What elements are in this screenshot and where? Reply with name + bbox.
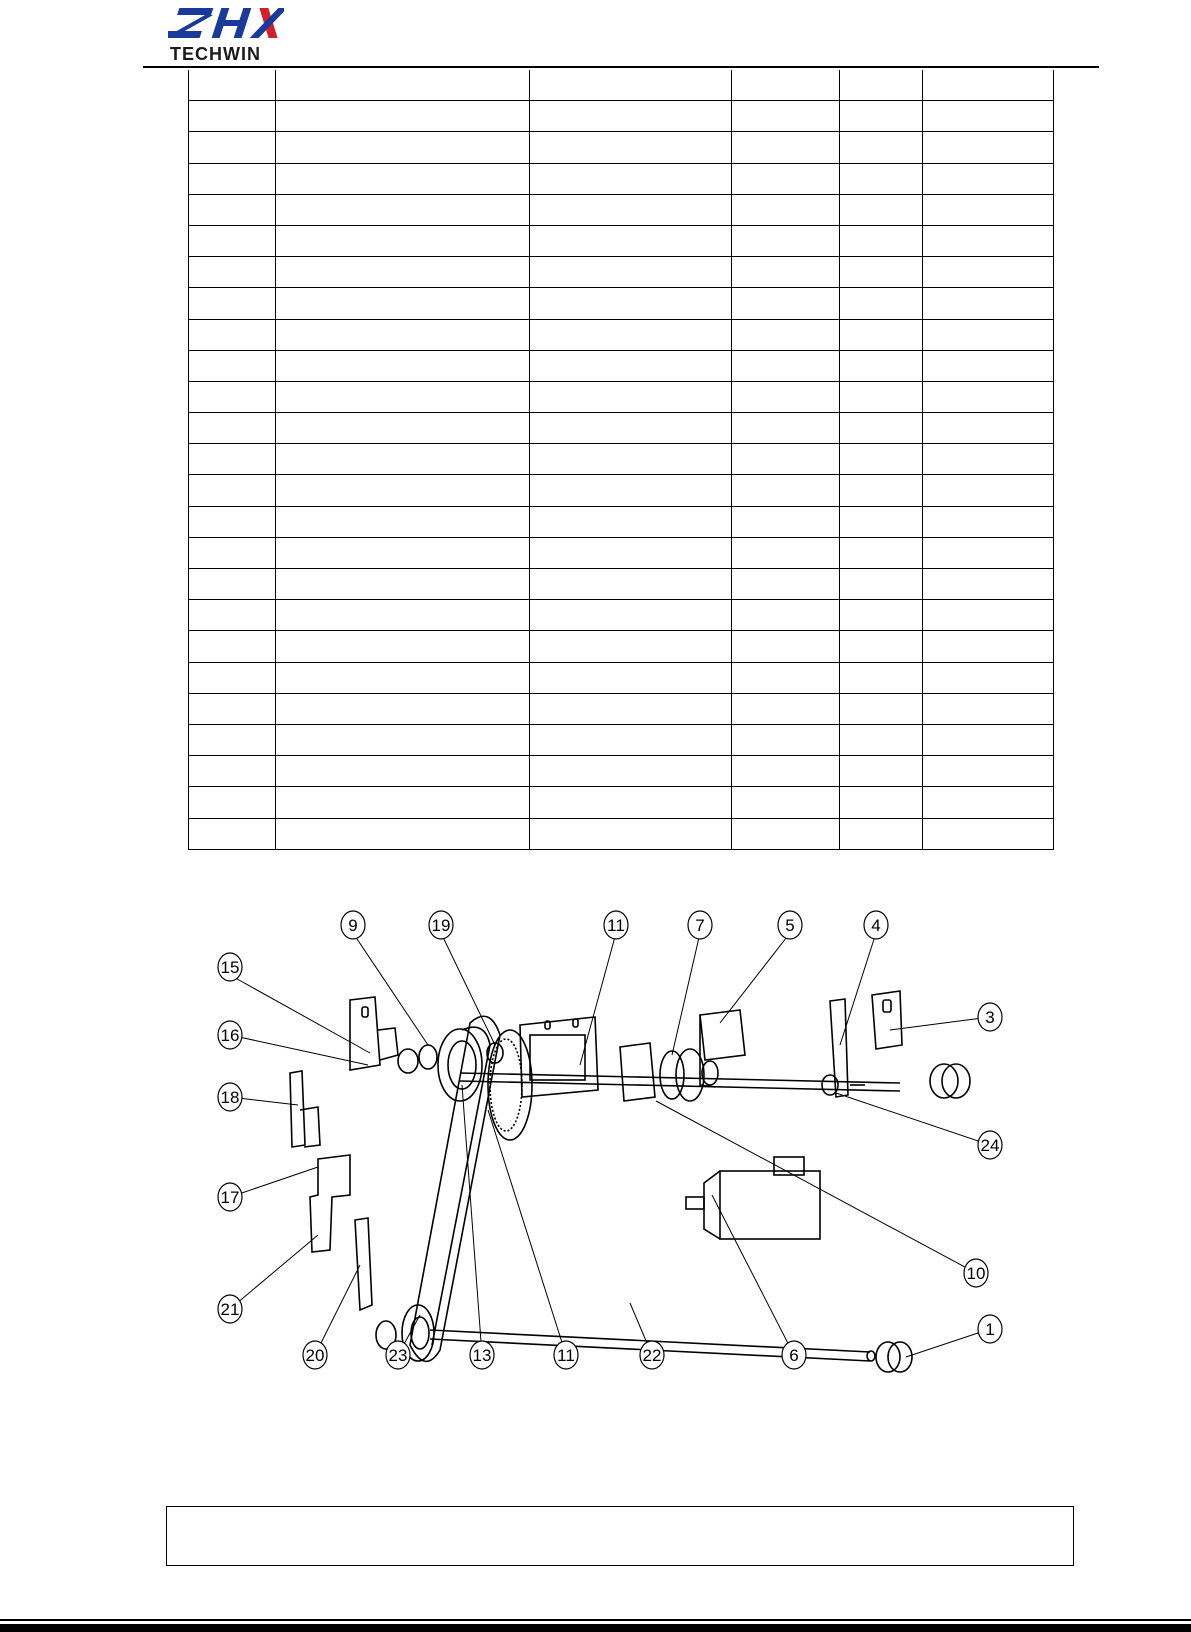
- callout-11: [604, 911, 628, 939]
- table-row: [189, 163, 1054, 194]
- table-cell: [189, 194, 276, 225]
- callout-17: [218, 1183, 242, 1211]
- table-cell: [189, 381, 276, 412]
- table-cell: [840, 724, 923, 755]
- table-row: [189, 70, 1054, 101]
- table-cell: [923, 381, 1054, 412]
- svg-text:1: 1: [985, 1320, 995, 1339]
- callout-19: [429, 911, 453, 939]
- table-cell: [189, 101, 276, 132]
- table-cell: [189, 288, 276, 319]
- svg-text:19: 19: [431, 916, 451, 935]
- zhx-logo-mark: [168, 6, 284, 40]
- table-cell: [732, 101, 840, 132]
- table-row: [189, 381, 1054, 412]
- table-cell: [276, 194, 530, 225]
- table-cell: [530, 319, 732, 350]
- table-row: [189, 319, 1054, 350]
- callout-13: [470, 1341, 494, 1369]
- table-cell: [276, 319, 530, 350]
- exploded-assembly-diagram: [200, 905, 1080, 1445]
- table-cell: [276, 444, 530, 475]
- svg-text:23: 23: [388, 1346, 408, 1365]
- svg-text:9: 9: [348, 916, 358, 935]
- table-row: [189, 413, 1054, 444]
- table-cell: [732, 537, 840, 568]
- callout-5: [778, 911, 802, 939]
- table-cell: [530, 381, 732, 412]
- table-cell: [840, 506, 923, 537]
- table-cell: [530, 288, 732, 319]
- table-cell: [923, 225, 1054, 256]
- table-cell: [530, 225, 732, 256]
- table-cell: [276, 631, 530, 662]
- table-cell: [840, 818, 923, 849]
- parts-list-table: [188, 70, 1054, 850]
- svg-text:11: 11: [607, 916, 625, 935]
- logo-subtext: TECHWIN: [170, 44, 261, 64]
- svg-text:22: 22: [642, 1346, 662, 1365]
- table-cell: [530, 132, 732, 163]
- table-row: [189, 444, 1054, 475]
- table-cell: [840, 132, 923, 163]
- table-cell: [840, 70, 923, 101]
- table-cell: [276, 787, 530, 818]
- table-cell: [530, 506, 732, 537]
- footer-rule: [0, 1624, 1191, 1632]
- table-cell: [840, 350, 923, 381]
- table-cell: [732, 662, 840, 693]
- table-cell: [732, 413, 840, 444]
- company-logo: [168, 6, 286, 62]
- table-cell: [732, 257, 840, 288]
- svg-text:11: 11: [557, 1346, 575, 1365]
- table-cell: [189, 413, 276, 444]
- table-cell: [530, 818, 732, 849]
- callout-16: [218, 1021, 242, 1049]
- table-cell: [189, 319, 276, 350]
- table-cell: [923, 70, 1054, 101]
- table-cell: [923, 350, 1054, 381]
- table-cell: [732, 225, 840, 256]
- table-cell: [732, 475, 840, 506]
- svg-text:7: 7: [695, 916, 705, 935]
- callout-4: [864, 911, 888, 939]
- table-cell: [840, 662, 923, 693]
- table-cell: [276, 537, 530, 568]
- table-cell: [276, 163, 530, 194]
- table-cell: [189, 506, 276, 537]
- table-cell: [530, 693, 732, 724]
- table-cell: [923, 288, 1054, 319]
- svg-text:10: 10: [966, 1264, 986, 1283]
- table-cell: [276, 132, 530, 163]
- table-cell: [189, 693, 276, 724]
- svg-text:16: 16: [220, 1026, 240, 1045]
- table-cell: [732, 288, 840, 319]
- table-cell: [276, 350, 530, 381]
- svg-text:15: 15: [220, 958, 240, 977]
- table-cell: [276, 70, 530, 101]
- table-cell: [923, 631, 1054, 662]
- table-cell: [530, 662, 732, 693]
- table-cell: [189, 818, 276, 849]
- table-row: [189, 288, 1054, 319]
- table-cell: [923, 506, 1054, 537]
- table-cell: [840, 163, 923, 194]
- table-cell: [189, 475, 276, 506]
- table-cell: [732, 569, 840, 600]
- table-row: [189, 569, 1054, 600]
- table-cell: [189, 631, 276, 662]
- table-cell: [732, 70, 840, 101]
- table-cell: [276, 225, 530, 256]
- table-row: [189, 724, 1054, 755]
- table-cell: [530, 787, 732, 818]
- table-row: [189, 787, 1054, 818]
- table-row: [189, 101, 1054, 132]
- callout-labels: [218, 911, 1002, 1369]
- svg-text:3: 3: [985, 1008, 995, 1027]
- table-cell: [923, 693, 1054, 724]
- table-cell: [189, 569, 276, 600]
- table-cell: [840, 381, 923, 412]
- callout-23: [386, 1341, 410, 1369]
- callout-7: [688, 911, 712, 939]
- table-cell: [923, 537, 1054, 568]
- table-cell: [923, 413, 1054, 444]
- table-cell: [840, 693, 923, 724]
- svg-text:20: 20: [305, 1346, 325, 1365]
- table-cell: [530, 101, 732, 132]
- table-cell: [189, 787, 276, 818]
- footer-note-box: [166, 1506, 1074, 1566]
- table-cell: [840, 257, 923, 288]
- table-cell: [189, 70, 276, 101]
- svg-text:13: 13: [472, 1346, 492, 1365]
- svg-text:17: 17: [220, 1188, 240, 1207]
- table-row: [189, 350, 1054, 381]
- svg-text:21: 21: [220, 1300, 240, 1319]
- table-cell: [189, 257, 276, 288]
- table-cell: [189, 350, 276, 381]
- callout-1: [978, 1315, 1002, 1343]
- table-cell: [530, 163, 732, 194]
- table-cell: [530, 724, 732, 755]
- svg-text:24: 24: [980, 1136, 1000, 1155]
- table-cell: [276, 600, 530, 631]
- table-row: [189, 662, 1054, 693]
- table-cell: [276, 818, 530, 849]
- table-cell: [189, 132, 276, 163]
- callout-10: [964, 1259, 988, 1287]
- table-row: [189, 818, 1054, 849]
- table-cell: [840, 101, 923, 132]
- table-cell: [276, 569, 530, 600]
- callout-20: [303, 1341, 327, 1369]
- table-cell: [923, 787, 1054, 818]
- callout-11: [554, 1341, 578, 1369]
- table-cell: [732, 163, 840, 194]
- table-cell: [276, 475, 530, 506]
- svg-text:18: 18: [220, 1088, 240, 1107]
- table-cell: [923, 818, 1054, 849]
- callout-9: [341, 911, 365, 939]
- table-row: [189, 132, 1054, 163]
- table-cell: [732, 631, 840, 662]
- table-cell: [923, 194, 1054, 225]
- table-cell: [732, 724, 840, 755]
- table-cell: [923, 163, 1054, 194]
- table-cell: [276, 724, 530, 755]
- table-cell: [732, 381, 840, 412]
- svg-text:5: 5: [785, 916, 795, 935]
- table-cell: [923, 101, 1054, 132]
- table-cell: [530, 631, 732, 662]
- table-cell: [530, 350, 732, 381]
- table-cell: [840, 444, 923, 475]
- table-row: [189, 756, 1054, 787]
- table-cell: [732, 600, 840, 631]
- table-cell: [189, 537, 276, 568]
- table-cell: [923, 257, 1054, 288]
- table-cell: [189, 444, 276, 475]
- callout-21: [218, 1295, 242, 1323]
- table-cell: [530, 475, 732, 506]
- table-cell: [732, 319, 840, 350]
- table-cell: [840, 569, 923, 600]
- table-cell: [923, 662, 1054, 693]
- table-row: [189, 537, 1054, 568]
- table-cell: [189, 225, 276, 256]
- callout-15: [218, 953, 242, 981]
- table-cell: [732, 444, 840, 475]
- table-cell: [276, 288, 530, 319]
- table-cell: [923, 132, 1054, 163]
- table-row: [189, 225, 1054, 256]
- table-cell: [530, 194, 732, 225]
- table-cell: [840, 600, 923, 631]
- table-cell: [923, 756, 1054, 787]
- callout-3: [978, 1003, 1002, 1031]
- table-cell: [189, 163, 276, 194]
- table-cell: [530, 600, 732, 631]
- svg-text:6: 6: [789, 1346, 799, 1365]
- table-cell: [732, 506, 840, 537]
- header-divider: [143, 66, 1099, 68]
- table-cell: [530, 537, 732, 568]
- table-cell: [840, 225, 923, 256]
- callout-18: [218, 1083, 242, 1111]
- table-cell: [276, 381, 530, 412]
- callout-6: [782, 1341, 806, 1369]
- table-cell: [732, 693, 840, 724]
- table-row: [189, 693, 1054, 724]
- table-row: [189, 194, 1054, 225]
- table-cell: [530, 569, 732, 600]
- parts-table-body: [189, 70, 1054, 849]
- table-cell: [276, 101, 530, 132]
- table-cell: [732, 756, 840, 787]
- table-cell: [923, 444, 1054, 475]
- table-cell: [530, 756, 732, 787]
- callout-24: [978, 1131, 1002, 1159]
- svg-text:4: 4: [871, 916, 881, 935]
- table-cell: [189, 662, 276, 693]
- table-cell: [276, 662, 530, 693]
- table-cell: [276, 693, 530, 724]
- table-cell: [189, 756, 276, 787]
- callout-22: [640, 1341, 664, 1369]
- table-cell: [276, 413, 530, 444]
- table-row: [189, 506, 1054, 537]
- table-cell: [923, 600, 1054, 631]
- table-cell: [840, 194, 923, 225]
- table-cell: [732, 350, 840, 381]
- table-cell: [923, 724, 1054, 755]
- table-row: [189, 475, 1054, 506]
- table-cell: [530, 70, 732, 101]
- table-row: [189, 631, 1054, 662]
- table-cell: [530, 413, 732, 444]
- table-row: [189, 600, 1054, 631]
- table-cell: [923, 319, 1054, 350]
- table-cell: [923, 569, 1054, 600]
- table-cell: [732, 787, 840, 818]
- table-cell: [840, 756, 923, 787]
- table-cell: [840, 319, 923, 350]
- table-cell: [840, 537, 923, 568]
- table-cell: [923, 475, 1054, 506]
- table-cell: [732, 194, 840, 225]
- table-cell: [189, 724, 276, 755]
- table-cell: [530, 257, 732, 288]
- footer-rule-thin: [0, 1619, 1191, 1621]
- table-cell: [840, 413, 923, 444]
- table-cell: [840, 787, 923, 818]
- table-cell: [530, 444, 732, 475]
- table-cell: [840, 631, 923, 662]
- table-cell: [189, 600, 276, 631]
- table-cell: [276, 756, 530, 787]
- table-cell: [732, 132, 840, 163]
- table-cell: [276, 257, 530, 288]
- table-cell: [276, 506, 530, 537]
- table-cell: [732, 818, 840, 849]
- table-row: [189, 257, 1054, 288]
- table-cell: [840, 288, 923, 319]
- table-cell: [840, 475, 923, 506]
